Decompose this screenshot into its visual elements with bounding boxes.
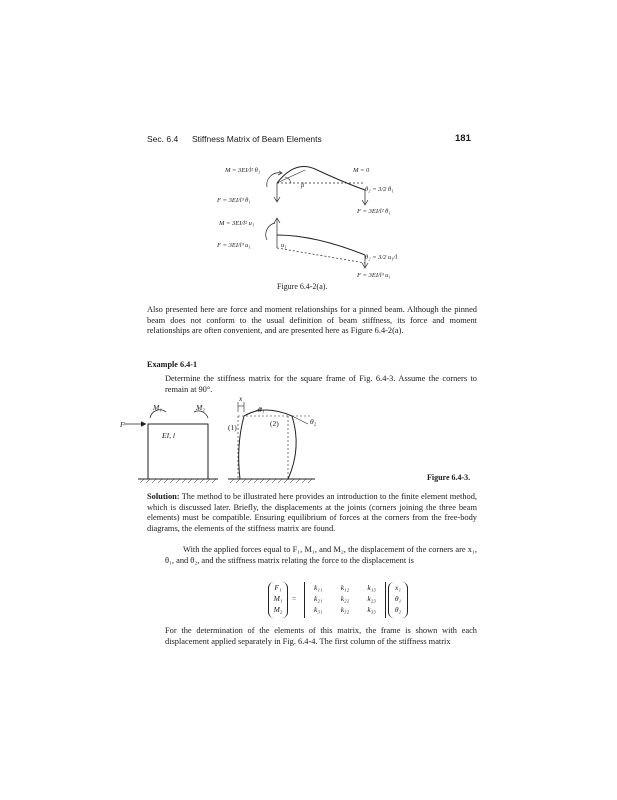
stiffness-matrix bbox=[304, 582, 386, 618]
label-f-bottom-left: F = 3EI/l³ u₁ bbox=[217, 242, 251, 249]
label-x: x bbox=[239, 396, 243, 403]
label-m-top-right: M = 0 bbox=[353, 167, 370, 174]
solution-p1-text: The method to be illustrated here provides an introduction to the finite element method, which is discussed later. Briefly, the displacements at the joints (corners joining the three beam elements) must be compatible. Ensuring equilibrium of forces at the corners from the free-body diagrams, the elements of the stiffness matrix are found. bbox=[147, 492, 477, 533]
disp-theta2: θ₂ bbox=[394, 605, 402, 614]
k23: k₂₃ bbox=[367, 594, 376, 603]
intro-paragraph: Also presented here are force and moment relationships for a pinned beam. Although the pinned beam does not conform to the usual definition of beam stiffness, its force and moment relationships are often convenient, and are presented here as Figure 6.4-2(a). bbox=[147, 305, 477, 336]
solution-label: Solution: bbox=[147, 492, 180, 501]
label-member-2: (2) bbox=[270, 419, 279, 428]
label-f-top-right: F = 3EI/l² θ₁ bbox=[357, 208, 391, 215]
equals-sign: = bbox=[292, 594, 297, 603]
label-f-bottom-right: F = 3EI/l³ u₁ bbox=[357, 272, 391, 279]
label-m-top-left: M = 3EI/l² θ₁ bbox=[225, 167, 261, 174]
example-title: Example 6.4-1 bbox=[147, 360, 198, 369]
section-label: Sec. 6.4 bbox=[147, 134, 179, 144]
chapter-title: Stiffness Matrix of Beam Elements bbox=[192, 134, 322, 144]
label-m-bottom-left: M = 3EI/l² u₁ bbox=[219, 220, 255, 227]
label-beta: β bbox=[301, 182, 305, 189]
k31: k₃₁ bbox=[314, 605, 323, 614]
label-theta2-top: θ₂ = 3/2 θ₁ bbox=[365, 186, 394, 193]
k32: k₃₂ bbox=[340, 605, 350, 614]
label-force-f: F bbox=[120, 420, 125, 429]
closing-paragraph: For the determination of the elements of this matrix, the frame is shown with each displacement applied separately in Fig. 6.4-4. The first column of the stiffness matrix bbox=[165, 626, 477, 646]
disp-theta1: θ₁ bbox=[394, 594, 402, 603]
label-theta1: θ₁ bbox=[258, 405, 265, 414]
example-text: Determine the stiffness matrix for the square frame of Fig. 6.4-3. Assume the corners to remain at 90°. bbox=[165, 374, 477, 394]
frame-figure bbox=[120, 396, 380, 488]
displacement-vector bbox=[388, 582, 408, 618]
k21: k₂₁ bbox=[314, 594, 323, 603]
pinned-beam-figure bbox=[215, 155, 415, 281]
label-u1: u₁ bbox=[281, 242, 287, 249]
figure-caption-6-4-2a: Figure 6.4-2(a). bbox=[277, 282, 328, 291]
label-theta2: θ₂ bbox=[310, 417, 317, 426]
force-m2: M₂ bbox=[273, 605, 283, 614]
label-f-top-left: F = 3EI/l³ θ₁ bbox=[217, 197, 251, 204]
stiffness-matrix-equation bbox=[268, 582, 408, 618]
label-member-1: (1) bbox=[228, 423, 237, 432]
solution-paragraph-2: With the applied forces equal to F₁, M₁, and M₂, the displacement of the corners are x₁, θ₁, and θ₂, and the stiffness matrix relating the force to the displacement is bbox=[165, 545, 477, 565]
force-m1: M₁ bbox=[273, 594, 283, 603]
k11: k₁₁ bbox=[314, 583, 323, 592]
k33: k₃₃ bbox=[367, 605, 376, 614]
page-number: 181 bbox=[455, 133, 471, 144]
label-moment-m2: M₂ bbox=[196, 403, 205, 412]
force-f1: F₁ bbox=[274, 583, 282, 592]
disp-x1: x₁ bbox=[395, 583, 401, 592]
k22: k₂₂ bbox=[340, 594, 350, 603]
square-frame bbox=[124, 410, 218, 483]
solution-paragraph-1 bbox=[147, 492, 477, 534]
k13: k₁₃ bbox=[367, 583, 376, 592]
deformed-frame bbox=[228, 402, 315, 483]
k12: k₁₂ bbox=[340, 583, 350, 592]
force-vector bbox=[268, 582, 288, 618]
label-ei-l: EI, l bbox=[162, 431, 175, 440]
label-theta2-bottom: θ₂ = 3/2 u₁/l bbox=[365, 254, 398, 261]
figure-caption-6-4-3: Figure 6.4-3. bbox=[427, 473, 471, 482]
label-moment-m1: M₁ bbox=[153, 403, 162, 412]
